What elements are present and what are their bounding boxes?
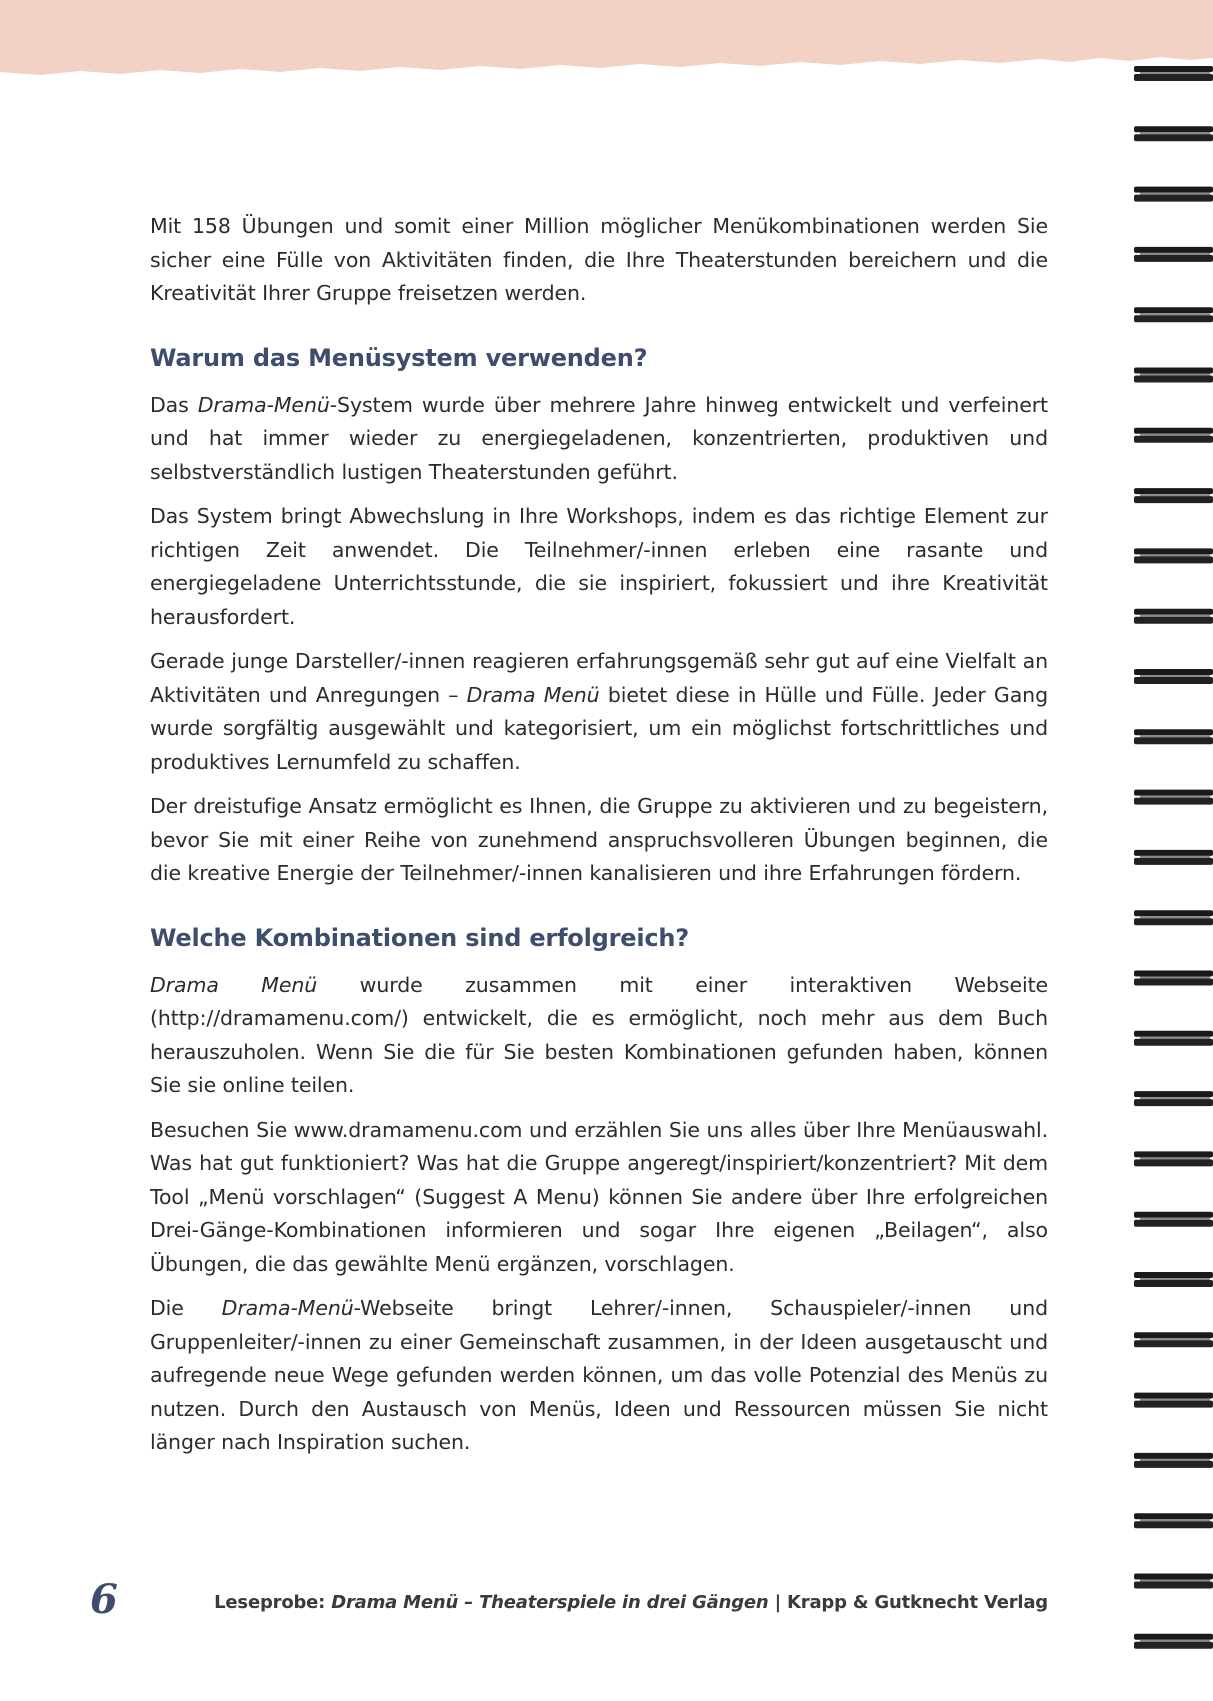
- spiral-coil: [1134, 307, 1213, 322]
- intro-paragraph: Mit 158 Übungen und somit einer Million möglicher Menükombinationen werden Sie sicher eine Fülle von Aktivitäten finden, die Ihre Theaterstunden bereichern und die Kreativität Ihrer Gruppe freisetzen werden.: [150, 214, 1048, 305]
- paragraph: Gerade junge Darsteller/-innen reagieren erfahrungsgemäß sehr gut auf eine Vielfalt an Aktivitäten und Anregungen – Drama Menü bietet diese in Hülle und Fülle. Jeder Gang wurde sorgfältig ausgewählt und kategorisiert, um ein möglichst fortschrittliches und produktives Lernumfeld zu schaffen.: [150, 649, 1048, 774]
- section-heading-why: Warum das Menüsystem verwenden?: [150, 343, 648, 372]
- spiral-coil: [1134, 247, 1213, 262]
- spiral-coil: [1134, 548, 1213, 563]
- spiral-coil: [1134, 1212, 1213, 1227]
- spiral-coil: [1134, 1453, 1213, 1468]
- spiral-coil: [1134, 850, 1213, 865]
- paragraph: Die Drama-Menü-Webseite bringt Lehrer/-innen, Schauspieler/-innen und Gruppenleiter/-innen zu einer Gemeinschaft zusammen, in der Ideen ausgetauscht und aufregende neue Wege gefunden werden können, um das volle Potenzial des Menüs zu nutzen. Durch den Austausch von Menüs, Ideen und Ressourcen müssen Sie nicht länger nach Inspiration suchen.: [150, 1296, 1048, 1454]
- section-heading-combinations: Welche Kombinationen sind erfolgreich?: [150, 923, 689, 952]
- paragraph: Drama Menü wurde zusammen mit einer interaktiven Webseite (http://dramamenu.com/) entwickelt, die es ermöglicht, noch mehr aus dem Buch herauszuholen. Wenn Sie die für Sie besten Kombinationen gefunden haben, können Sie sie online teilen.: [150, 972, 1049, 1097]
- spiral-coil: [1134, 1091, 1213, 1106]
- main-content: [150, 210, 1048, 1471]
- spiral-coil: [1134, 1634, 1213, 1649]
- spiral-coil: [1134, 1332, 1213, 1347]
- paragraph: Das Drama-Menü-System wurde über mehrere Jahre hinweg entwickelt und verfeinert und hat immer wieder zu energiegeladenen, konzentrierten, produktiven und selbstverständlich lustigen Theaterstunden geführt.: [150, 392, 1048, 484]
- spiral-coil: [1134, 368, 1213, 383]
- spiral-coil: [1134, 187, 1213, 202]
- spiral-coil: [1134, 1151, 1213, 1166]
- page-footer: Leseprobe: Drama Menü – Theaterspiele in drei Gängen | Krapp & Gutknecht Verlag: [214, 1592, 1048, 1613]
- page-number: 6: [90, 1576, 118, 1623]
- spiral-coil: [1134, 488, 1213, 503]
- spiral-coil: [1134, 1513, 1213, 1528]
- spiral-coil: [1134, 729, 1213, 744]
- spiral-coil: [1134, 1031, 1213, 1046]
- spiral-coil: [1134, 790, 1213, 805]
- torn-paper-edge: [0, 0, 1213, 80]
- spiral-coil: [1134, 609, 1213, 624]
- paragraph: Der dreistufige Ansatz ermöglicht es Ihnen, die Gruppe zu aktivieren und zu begeistern, bevor Sie mit einer Reihe von zunehmend anspruchsvolleren Übungen beginnen, die die kreative Energie der Teilnehmer/-innen kanalisieren und ihre Erfahrungen fördern.: [150, 794, 1048, 885]
- top-decorative-band: [0, 0, 1213, 80]
- spiral-coil: [1134, 971, 1213, 986]
- spiral-coil: [1134, 910, 1213, 925]
- spiral-coil: [1134, 1574, 1213, 1589]
- paragraph: Besuchen Sie www.dramamenu.com und erzählen Sie uns alles über Ihre Menüauswahl. Was hat gut funktioniert? Was hat die Gruppe angeregt/inspiriert/konzentriert? Mit dem Tool „Menü vorschlagen“ (Suggest A Menu) können Sie andere über Ihre erfolgreichen Drei-Gänge-Kombinationen informieren und sogar Ihre eigenen „Beilagen“, also Übungen, die das gewählte Menü ergänzen, vorschlagen.: [150, 1117, 1048, 1276]
- spiral-coil: [1134, 1272, 1213, 1287]
- spiral-coil: [1134, 1393, 1213, 1408]
- spiral-coil: [1134, 669, 1213, 684]
- paragraph: Das System bringt Abwechslung in Ihre Workshops, indem es das richtige Element zur richtigen Zeit anwendet. Die Teilnehmer/-innen erleben eine rasante und energiegeladene Unterrichtsstunde, die sie inspiriert, fokussiert und ihre Kreativität herausfordert.: [150, 504, 1048, 629]
- spiral-coil: [1134, 126, 1213, 141]
- spiral-coil: [1134, 428, 1213, 443]
